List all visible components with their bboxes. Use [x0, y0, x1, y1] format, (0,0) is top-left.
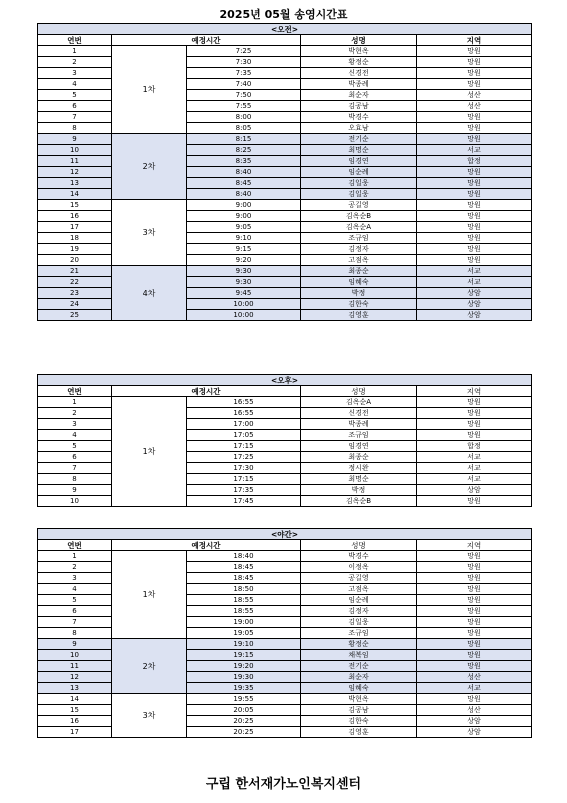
header-time: 예정시간 [112, 540, 301, 551]
region: 상암 [417, 288, 532, 299]
person-name: 김일웅 [301, 178, 417, 189]
region: 망원 [417, 639, 532, 650]
group-label: 1차 [112, 551, 187, 639]
header-region: 지역 [417, 35, 532, 46]
group-label: 3차 [112, 694, 187, 738]
row-number: 9 [38, 639, 112, 650]
row-number: 19 [38, 244, 112, 255]
person-name: 최명순 [301, 474, 417, 485]
scheduled-time: 7:50 [187, 90, 301, 101]
row-number: 2 [38, 57, 112, 68]
scheduled-time: 9:45 [187, 288, 301, 299]
person-name: 김정자 [301, 606, 417, 617]
header-time: 예정시간 [112, 35, 301, 46]
group-label: 4차 [112, 266, 187, 321]
person-name: 김옥순B [301, 211, 417, 222]
scheduled-time: 7:55 [187, 101, 301, 112]
region: 망원 [417, 562, 532, 573]
person-name: 김옥순A [301, 397, 417, 408]
scheduled-time: 17:15 [187, 441, 301, 452]
person-name: 전기순 [301, 661, 417, 672]
person-name: 김한숙 [301, 299, 417, 310]
scheduled-time: 7:30 [187, 57, 301, 68]
schedule-table [37, 528, 532, 738]
region: 망원 [417, 694, 532, 705]
scheduled-time: 7:35 [187, 68, 301, 79]
region: 합정 [417, 441, 532, 452]
region: 망원 [417, 595, 532, 606]
region: 망원 [417, 167, 532, 178]
row-number: 2 [38, 562, 112, 573]
region: 망원 [417, 606, 532, 617]
row-number: 3 [38, 68, 112, 79]
region: 망원 [417, 134, 532, 145]
person-name: 김공남 [301, 101, 417, 112]
row-number: 14 [38, 694, 112, 705]
row-number: 16 [38, 211, 112, 222]
scheduled-time: 9:30 [187, 277, 301, 288]
row-number: 3 [38, 419, 112, 430]
row-number: 12 [38, 167, 112, 178]
row-number: 4 [38, 430, 112, 441]
row-number: 11 [38, 156, 112, 167]
person-name: 황정순 [301, 639, 417, 650]
scheduled-time: 10:00 [187, 299, 301, 310]
scheduled-time: 16:55 [187, 397, 301, 408]
row-number: 17 [38, 222, 112, 233]
table-row [38, 200, 532, 211]
scheduled-time: 18:55 [187, 595, 301, 606]
group-label: 2차 [112, 134, 187, 200]
person-name: 김일웅 [301, 189, 417, 200]
region: 망원 [417, 573, 532, 584]
person-name: 이정옥 [301, 562, 417, 573]
person-name: 신경전 [301, 68, 417, 79]
header-region: 지역 [417, 540, 532, 551]
scheduled-time: 19:15 [187, 650, 301, 661]
scheduled-time: 9:05 [187, 222, 301, 233]
region: 망원 [417, 178, 532, 189]
region: 성산 [417, 101, 532, 112]
section-label: <야간> [38, 529, 532, 540]
scheduled-time: 19:35 [187, 683, 301, 694]
scheduled-time: 17:30 [187, 463, 301, 474]
scheduled-time: 19:55 [187, 694, 301, 705]
header-no: 연번 [38, 386, 112, 397]
person-name: 최종순 [301, 452, 417, 463]
region: 망원 [417, 617, 532, 628]
person-name: 오효남 [301, 123, 417, 134]
person-name: 김일웅 [301, 617, 417, 628]
scheduled-time: 19:05 [187, 628, 301, 639]
scheduled-time: 17:00 [187, 419, 301, 430]
region: 망원 [417, 255, 532, 266]
person-name: 조규임 [301, 233, 417, 244]
region: 망원 [417, 496, 532, 507]
scheduled-time: 18:55 [187, 606, 301, 617]
scheduled-time: 7:25 [187, 46, 301, 57]
group-label: 3차 [112, 200, 187, 266]
section-label: <오후> [38, 375, 532, 386]
person-name: 최종순 [301, 266, 417, 277]
row-number: 1 [38, 46, 112, 57]
organization-name: 구립 한서재가노인복지센터 [205, 777, 362, 792]
scheduled-time: 20:25 [187, 727, 301, 738]
region: 망원 [417, 397, 532, 408]
scheduled-time: 19:00 [187, 617, 301, 628]
page-title: 2025년 05월 송영시간표 [219, 8, 348, 21]
region: 상암 [417, 485, 532, 496]
person-name: 공길영 [301, 573, 417, 584]
region: 망원 [417, 551, 532, 562]
scheduled-time: 8:15 [187, 134, 301, 145]
row-number: 6 [38, 452, 112, 463]
region: 상암 [417, 716, 532, 727]
region: 서교 [417, 277, 532, 288]
scheduled-time: 17:25 [187, 452, 301, 463]
table-row [38, 46, 532, 57]
scheduled-time: 8:45 [187, 178, 301, 189]
region: 망원 [417, 211, 532, 222]
scheduled-time: 8:35 [187, 156, 301, 167]
scheduled-time: 20:05 [187, 705, 301, 716]
scheduled-time: 9:10 [187, 233, 301, 244]
row-number: 10 [38, 650, 112, 661]
person-name: 최순자 [301, 90, 417, 101]
row-number: 25 [38, 310, 112, 321]
scheduled-time: 9:15 [187, 244, 301, 255]
region: 망원 [417, 79, 532, 90]
scheduled-time: 19:30 [187, 672, 301, 683]
row-number: 8 [38, 474, 112, 485]
row-number: 8 [38, 123, 112, 134]
header-name: 성명 [301, 540, 417, 551]
table-row [38, 551, 532, 562]
person-name: 박현옥 [301, 46, 417, 57]
region: 서교 [417, 145, 532, 156]
person-name: 김영훈 [301, 310, 417, 321]
region: 망원 [417, 584, 532, 595]
person-name: 김한숙 [301, 716, 417, 727]
row-number: 9 [38, 485, 112, 496]
table-row [38, 266, 532, 277]
region: 서교 [417, 266, 532, 277]
row-number: 1 [38, 551, 112, 562]
scheduled-time: 17:05 [187, 430, 301, 441]
person-name: 임경연 [301, 441, 417, 452]
row-number: 6 [38, 606, 112, 617]
region: 상암 [417, 727, 532, 738]
person-name: 최명순 [301, 145, 417, 156]
scheduled-time: 8:05 [187, 123, 301, 134]
region: 합정 [417, 156, 532, 167]
table-row [38, 397, 532, 408]
group-label: 1차 [112, 46, 187, 134]
scheduled-time: 18:45 [187, 573, 301, 584]
table-row [38, 639, 532, 650]
person-name: 김옥순A [301, 222, 417, 233]
scheduled-time: 19:10 [187, 639, 301, 650]
person-name: 채복임 [301, 650, 417, 661]
region: 망원 [417, 68, 532, 79]
row-number: 7 [38, 112, 112, 123]
section-label: <오전> [38, 24, 532, 35]
row-number: 21 [38, 266, 112, 277]
table-row [38, 134, 532, 145]
region: 망원 [417, 233, 532, 244]
row-number: 10 [38, 496, 112, 507]
person-name: 김공남 [301, 705, 417, 716]
header-name: 성명 [301, 386, 417, 397]
row-number: 8 [38, 628, 112, 639]
person-name: 정시완 [301, 463, 417, 474]
row-number: 24 [38, 299, 112, 310]
person-name: 임혜숙 [301, 277, 417, 288]
person-name: 김정자 [301, 244, 417, 255]
row-number: 10 [38, 145, 112, 156]
person-name: 김옥순B [301, 496, 417, 507]
schedule-table [37, 374, 532, 507]
person-name: 조규임 [301, 430, 417, 441]
person-name: 고점옥 [301, 255, 417, 266]
region: 망원 [417, 200, 532, 211]
header-no: 연번 [38, 540, 112, 551]
region: 상암 [417, 310, 532, 321]
person-name: 임경연 [301, 156, 417, 167]
scheduled-time: 18:40 [187, 551, 301, 562]
region: 성산 [417, 90, 532, 101]
row-number: 2 [38, 408, 112, 419]
row-number: 23 [38, 288, 112, 299]
person-name: 임혜숙 [301, 683, 417, 694]
scheduled-time: 18:50 [187, 584, 301, 595]
scheduled-time: 16:55 [187, 408, 301, 419]
row-number: 18 [38, 233, 112, 244]
person-name: 임순례 [301, 167, 417, 178]
region: 망원 [417, 661, 532, 672]
row-number: 15 [38, 200, 112, 211]
row-number: 14 [38, 189, 112, 200]
person-name: 임순례 [301, 595, 417, 606]
table-row [38, 694, 532, 705]
person-name: 공길영 [301, 200, 417, 211]
row-number: 13 [38, 683, 112, 694]
region: 망원 [417, 222, 532, 233]
person-name: 박경수 [301, 112, 417, 123]
row-number: 12 [38, 672, 112, 683]
row-number: 11 [38, 661, 112, 672]
row-number: 22 [38, 277, 112, 288]
row-number: 20 [38, 255, 112, 266]
person-name: 전기순 [301, 134, 417, 145]
row-number: 4 [38, 79, 112, 90]
person-name: 고점옥 [301, 584, 417, 595]
region: 망원 [417, 112, 532, 123]
row-number: 16 [38, 716, 112, 727]
region: 망원 [417, 57, 532, 68]
header-name: 성명 [301, 35, 417, 46]
person-name: 박정 [301, 288, 417, 299]
region: 상암 [417, 299, 532, 310]
row-number: 13 [38, 178, 112, 189]
person-name: 김영훈 [301, 727, 417, 738]
table-header-row [38, 386, 532, 397]
person-name: 박현옥 [301, 694, 417, 705]
region: 망원 [417, 244, 532, 255]
header-time: 예정시간 [112, 386, 301, 397]
region: 망원 [417, 650, 532, 661]
table-header-row [38, 35, 532, 46]
region: 망원 [417, 408, 532, 419]
scheduled-time: 9:20 [187, 255, 301, 266]
scheduled-time: 7:40 [187, 79, 301, 90]
region: 망원 [417, 46, 532, 57]
scheduled-time: 17:35 [187, 485, 301, 496]
row-number: 5 [38, 441, 112, 452]
scheduled-time: 10:00 [187, 310, 301, 321]
scheduled-time: 9:30 [187, 266, 301, 277]
region: 성산 [417, 705, 532, 716]
person-name: 박경수 [301, 551, 417, 562]
row-number: 5 [38, 595, 112, 606]
person-name: 조규임 [301, 628, 417, 639]
row-number: 15 [38, 705, 112, 716]
region: 망원 [417, 419, 532, 430]
group-label: 1차 [112, 397, 187, 507]
row-number: 6 [38, 101, 112, 112]
row-number: 9 [38, 134, 112, 145]
person-name: 신경전 [301, 408, 417, 419]
region: 망원 [417, 430, 532, 441]
region: 망원 [417, 628, 532, 639]
scheduled-time: 9:00 [187, 200, 301, 211]
header-region: 지역 [417, 386, 532, 397]
scheduled-time: 19:20 [187, 661, 301, 672]
scheduled-time: 8:00 [187, 112, 301, 123]
row-number: 1 [38, 397, 112, 408]
region: 서교 [417, 474, 532, 485]
person-name: 박종례 [301, 419, 417, 430]
row-number: 7 [38, 617, 112, 628]
region: 서교 [417, 452, 532, 463]
region: 성산 [417, 672, 532, 683]
scheduled-time: 20:25 [187, 716, 301, 727]
person-name: 박정 [301, 485, 417, 496]
region: 서교 [417, 463, 532, 474]
table-header-row [38, 540, 532, 551]
person-name: 최순자 [301, 672, 417, 683]
region: 서교 [417, 683, 532, 694]
row-number: 3 [38, 573, 112, 584]
scheduled-time: 8:40 [187, 167, 301, 178]
scheduled-time: 17:15 [187, 474, 301, 485]
person-name: 황정순 [301, 57, 417, 68]
row-number: 17 [38, 727, 112, 738]
row-number: 5 [38, 90, 112, 101]
scheduled-time: 9:00 [187, 211, 301, 222]
scheduled-time: 18:45 [187, 562, 301, 573]
person-name: 박종례 [301, 79, 417, 90]
scheduled-time: 17:45 [187, 496, 301, 507]
header-no: 연번 [38, 35, 112, 46]
region: 망원 [417, 189, 532, 200]
row-number: 7 [38, 463, 112, 474]
row-number: 4 [38, 584, 112, 595]
group-label: 2차 [112, 639, 187, 694]
scheduled-time: 8:25 [187, 145, 301, 156]
region: 망원 [417, 123, 532, 134]
schedule-table [37, 23, 532, 321]
scheduled-time: 8:40 [187, 189, 301, 200]
